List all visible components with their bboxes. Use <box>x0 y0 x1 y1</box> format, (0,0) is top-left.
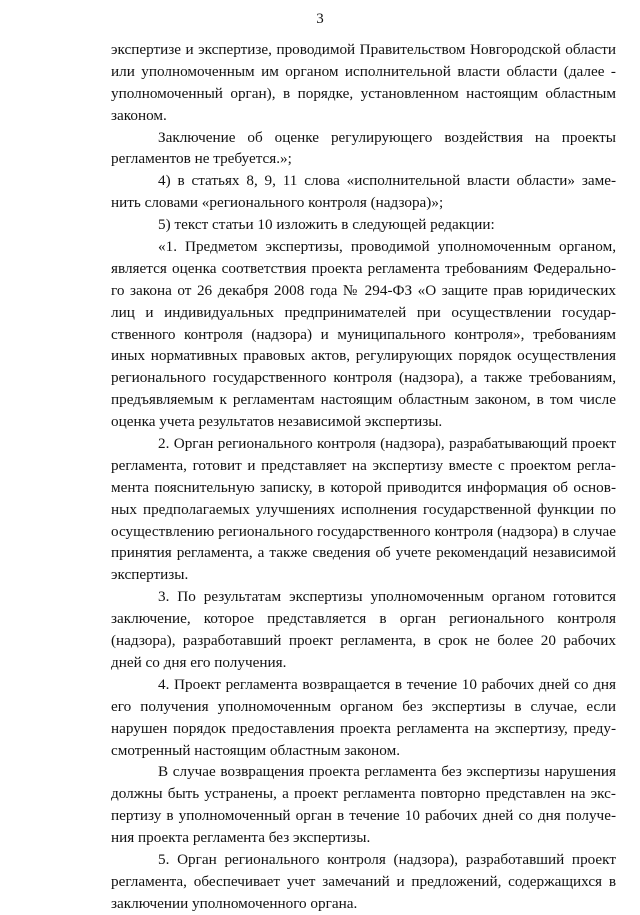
paragraph <box>111 586 616 674</box>
text-line: го закона от 26 декабря 2008 года № 294-ФЗ «О защите прав юридических <box>111 281 616 299</box>
text-line: принятия регламента, а также сведения об учете рекомендаций независимой <box>111 544 616 562</box>
text-line: ния проекта регламента без экспертизы. <box>111 829 371 847</box>
text-line: нарушен порядок предоставления проекта регламента на экспертизу, преду- <box>111 719 616 737</box>
text-line: (надзора), разработавший проект регламента, в срок не более 20 рабочих <box>111 632 616 650</box>
document-body <box>111 39 616 915</box>
text-line: уполномоченный орган), в порядке, установленном настоящим областным <box>111 84 616 102</box>
text-line: его получения уполномоченным органом без экспертизы в случае, если <box>111 697 616 715</box>
text-line: 4. Проект регламента возвращается в течение 10 рабочих дней со дня <box>158 675 616 693</box>
text-line: иных нормативных правовых актов, регулирующих порядок осуществления <box>111 347 616 365</box>
text-line: заключении уполномоченного органа. <box>111 894 358 912</box>
text-line: лиц и индивидуальных предпринимателей при осуществлении государ- <box>111 303 616 321</box>
text-line: 3. По результатам экспертизы уполномоченным органом готовится <box>158 588 616 606</box>
text-line: нить словами «регионального контроля (надзора)»; <box>111 194 444 212</box>
text-line: является оценка соответствия проекта регламента требованиям Федерально- <box>111 259 616 277</box>
text-line: предъявляемым к регламентам настоящим областным законом, в том числе <box>111 391 616 409</box>
paragraph <box>111 433 616 586</box>
text-line: регламента, обеспечивает учет замечаний и предложений, содержащихся в <box>111 872 616 890</box>
paragraph <box>111 170 616 214</box>
paragraph <box>111 39 616 127</box>
text-line: смотренный настоящим областным законом. <box>111 741 401 759</box>
text-line: экспертизы. <box>111 566 189 584</box>
paragraph <box>111 674 616 762</box>
paragraph <box>111 127 616 171</box>
text-line: В случае возвращения проекта регламента без экспертизы нарушения <box>158 763 616 781</box>
text-line: «1. Предметом экспертизы, проводимой уполномоченным органом, <box>158 238 616 256</box>
text-line: регламентов не требуется.»; <box>111 150 292 168</box>
text-line: должны быть устранены, а проект регламента повторно представлен на экс- <box>111 785 616 803</box>
text-line: мента пояснительную записку, в которой приводится информация об основ- <box>111 478 616 496</box>
text-line: 4) в статьях 8, 9, 11 слова «исполнительной власти области» заме- <box>158 172 616 190</box>
text-line: заключение, которое представляется в орган регионального контроля <box>111 610 616 628</box>
text-line: ственного контроля (надзора) и муниципального контроля», требованиям <box>111 325 616 343</box>
text-line: пертизу в уполномоченный орган в течение 10 рабочих дней со дня получе- <box>111 807 616 825</box>
text-line: осуществлению регионального государственного контроля (надзора) в случае <box>111 522 616 540</box>
text-line: оценка учета результатов независимой экспертизы. <box>111 413 443 431</box>
text-line: 5. Орган регионального контроля (надзора), разработавший проект <box>158 850 616 868</box>
text-line: регионального государственного контроля (надзора), а также требованиям, <box>111 369 616 387</box>
text-line: 5) текст статьи 10 изложить в следующей редакции: <box>158 216 495 234</box>
paragraph <box>111 761 616 849</box>
page-number: 3 <box>316 11 324 27</box>
text-line: законом. <box>111 106 167 124</box>
text-line: регламента, готовит и представляет на экспертизу вместе с проектом регла- <box>111 456 616 474</box>
text-line: экспертизе и экспертизе, проводимой Правительством Новгородской области <box>111 41 616 58</box>
text-line: 2. Орган регионального контроля (надзора), разрабатывающий проект <box>158 435 616 453</box>
text-line: или уполномоченным им органом исполнительной власти области (далее - <box>111 62 616 80</box>
text-line: дней со дня его получения. <box>111 653 287 671</box>
paragraph <box>111 236 616 433</box>
paragraph <box>111 214 616 236</box>
text-line: ных предполагаемых улучшениях исполнения государственной функции по <box>111 500 616 518</box>
text-line: Заключение об оценке регулирующего воздействия на проекты <box>158 128 616 146</box>
